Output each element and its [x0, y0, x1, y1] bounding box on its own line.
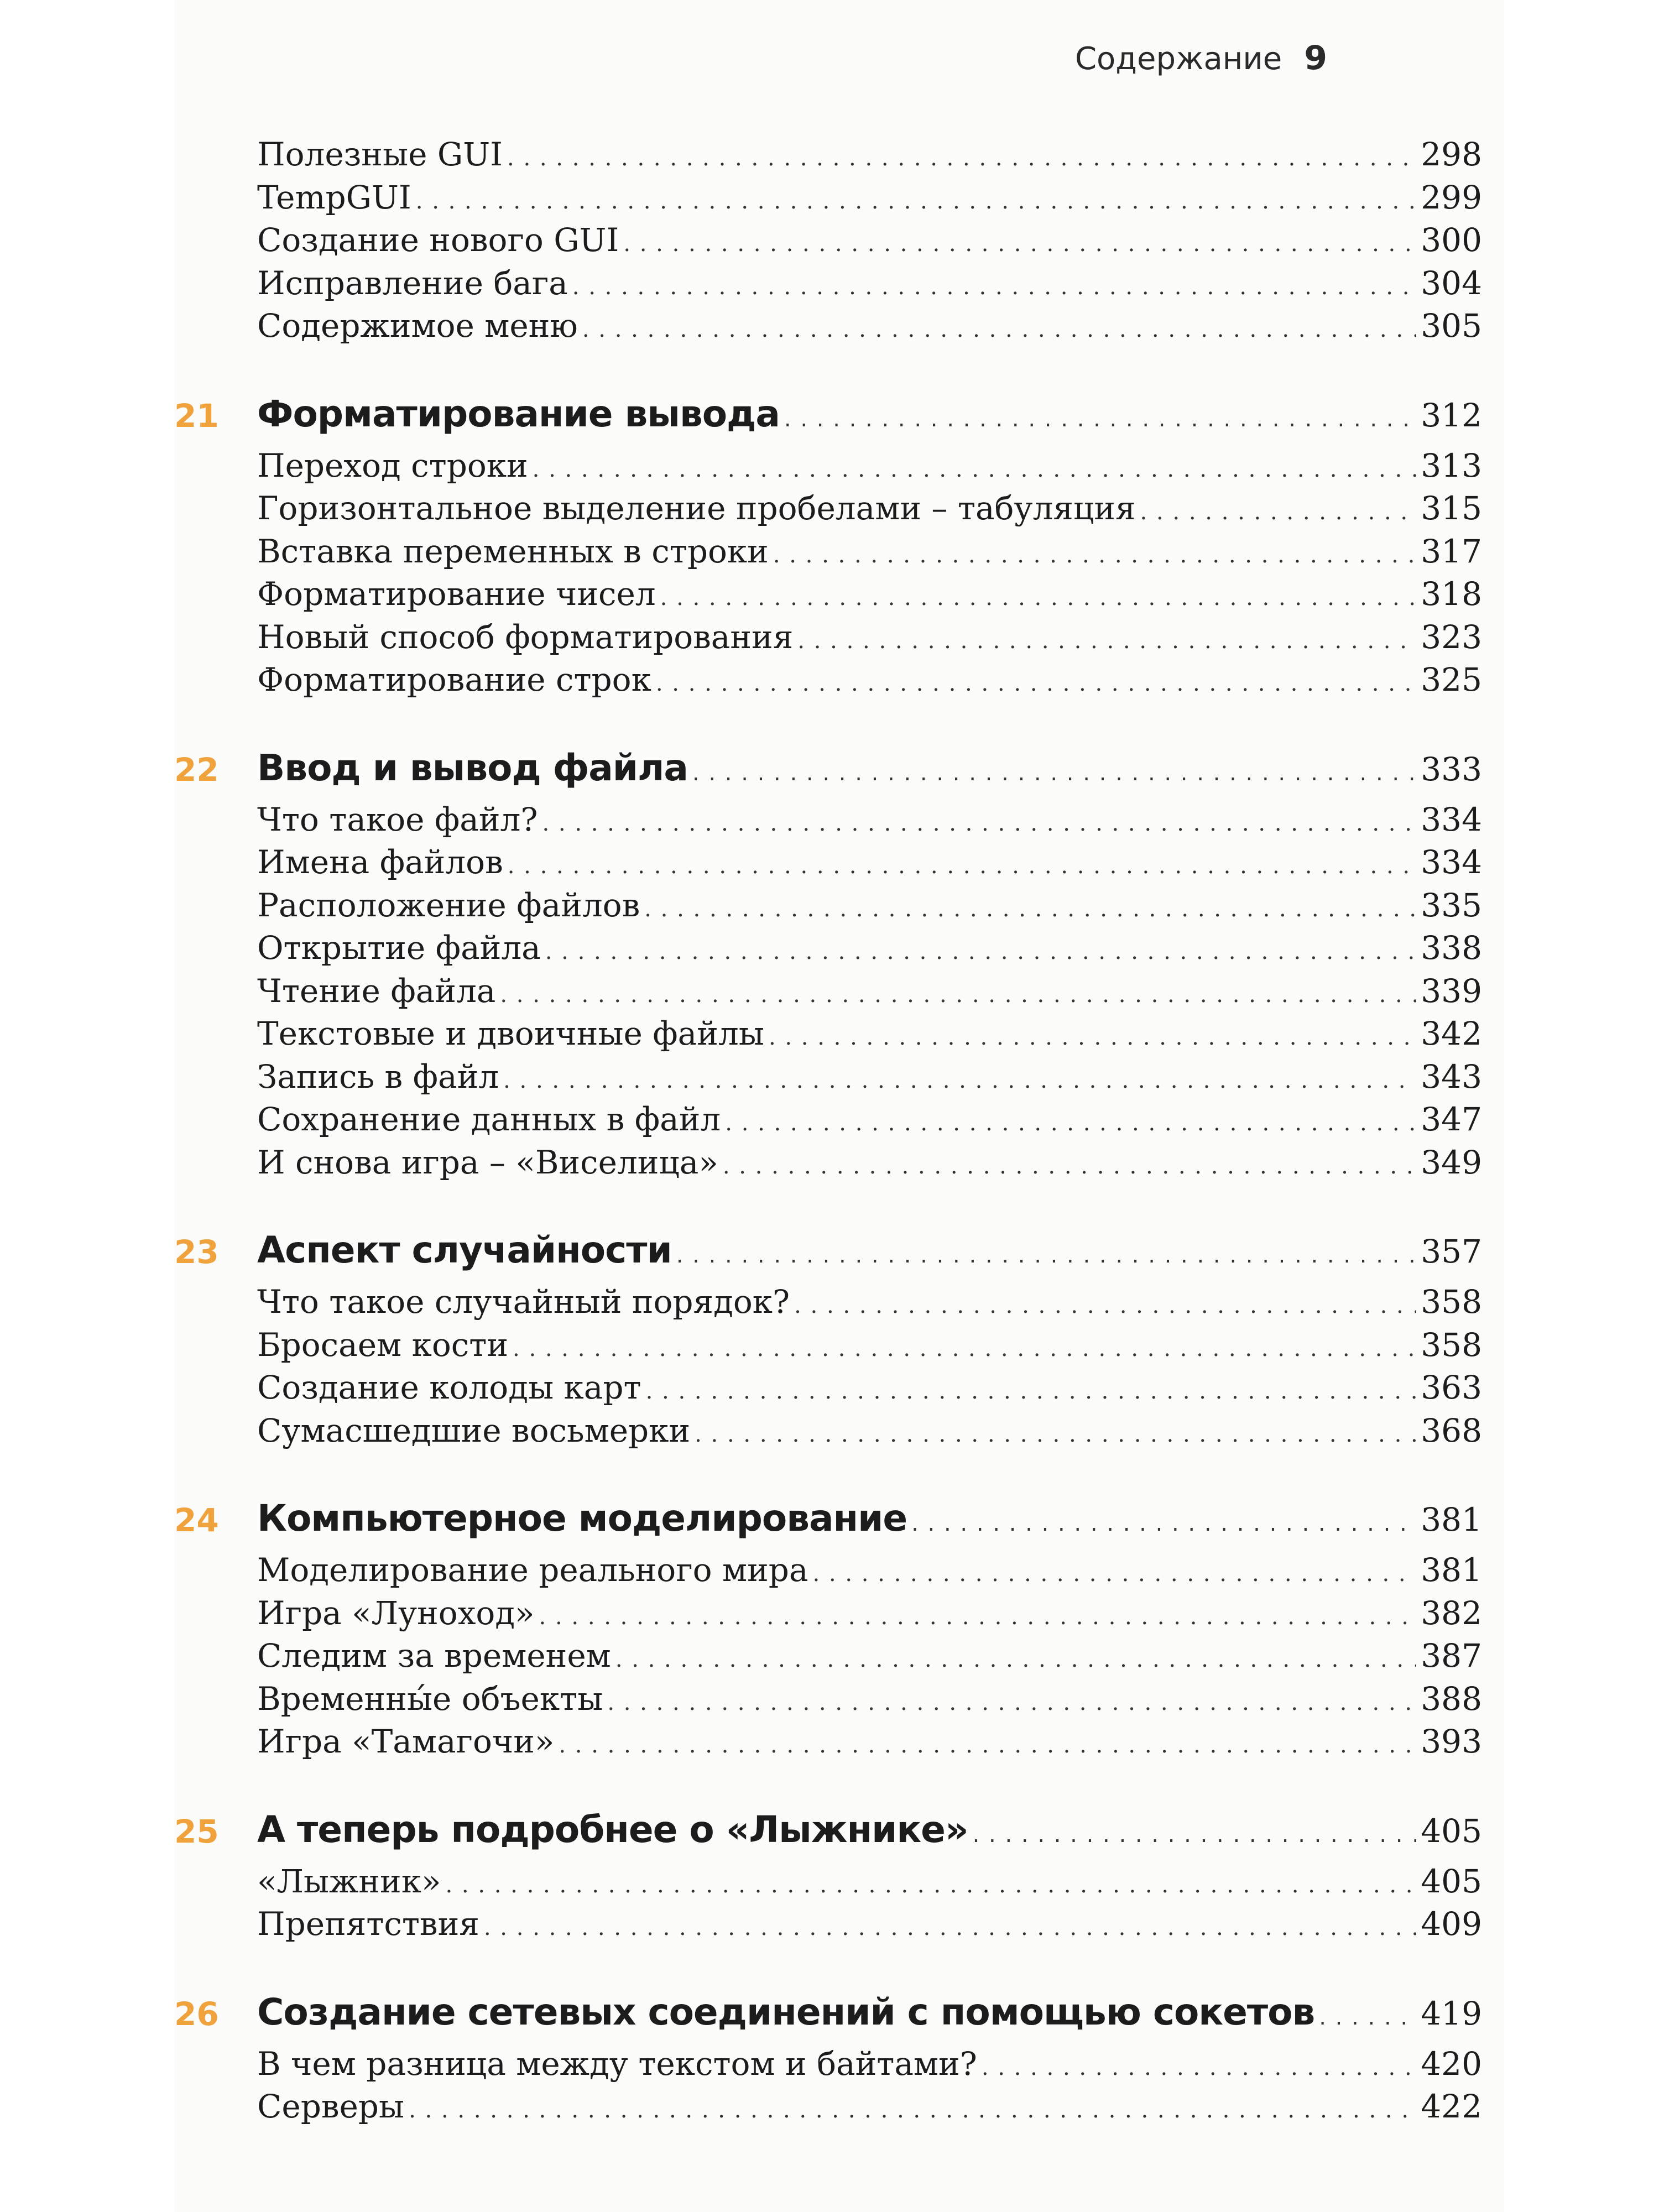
- page-ref: 368: [1421, 1411, 1482, 1449]
- chapter-entry: [257, 747, 1482, 789]
- dot-leader: [911, 1511, 1416, 1536]
- dot-leader: [513, 1336, 1416, 1361]
- dot-leader: [542, 811, 1416, 836]
- dot-leader: [607, 1690, 1416, 1715]
- page-ref: 349: [1421, 1143, 1482, 1181]
- dot-leader: [769, 1025, 1416, 1050]
- page-ref: 347: [1421, 1100, 1482, 1138]
- section-entry: [257, 1015, 1482, 1052]
- section-entry: [257, 1637, 1482, 1674]
- page-ref: 339: [1421, 972, 1482, 1010]
- chapter-entry: [257, 1991, 1482, 2033]
- section-title: Горизонтальное выделение пробелами – табуляция: [257, 489, 1136, 527]
- page-ref: 318: [1421, 575, 1482, 613]
- page-ref: 313: [1421, 446, 1482, 484]
- section-title: Игра «Луноход»: [257, 1594, 535, 1632]
- dot-leader: [507, 145, 1416, 171]
- section-entry: [257, 929, 1482, 967]
- section-title: Расположение файлов: [257, 886, 640, 924]
- chapter-entry: [257, 1497, 1482, 1540]
- section-entry: [257, 1369, 1482, 1406]
- section-title: Моделирование реального мира: [257, 1551, 808, 1589]
- dot-leader: [676, 1243, 1417, 1268]
- page-ref: 343: [1421, 1057, 1482, 1095]
- dot-leader: [773, 542, 1416, 568]
- section-title: Текстовые и двоичные файлы: [257, 1015, 764, 1052]
- section-title: «Лыжник»: [257, 1862, 441, 1900]
- section-title: И снова игра – «Виселица»: [257, 1143, 718, 1181]
- dot-leader: [582, 317, 1416, 342]
- dot-leader: [1319, 2005, 1416, 2030]
- dot-leader: [797, 628, 1416, 654]
- section-entry: [257, 1326, 1482, 1364]
- chapter-number: 25: [174, 1812, 219, 1850]
- section-entry: [257, 801, 1482, 838]
- page-ref: 381: [1421, 1501, 1482, 1538]
- section-entry: [257, 1412, 1482, 1449]
- page-ref: 312: [1421, 396, 1482, 434]
- running-head-title: Содержание: [1074, 41, 1282, 77]
- section-title: Создание колоды карт: [257, 1369, 641, 1406]
- section-title: TempGUI: [257, 178, 411, 216]
- page-ref: 298: [1421, 135, 1482, 173]
- chapter-entry: [257, 1808, 1482, 1851]
- dot-leader: [503, 1068, 1416, 1093]
- section-title: Что такое случайный порядок?: [257, 1283, 790, 1321]
- section-entry: [257, 1100, 1482, 1138]
- page-ref: 422: [1421, 2088, 1482, 2125]
- chapter-entry: [257, 393, 1482, 435]
- section-title: Сумасшедшие восьмерки: [257, 1411, 691, 1449]
- section-title: Серверы: [257, 2088, 405, 2125]
- dot-leader: [982, 2055, 1416, 2080]
- page-ref: 334: [1421, 800, 1482, 838]
- dot-leader: [416, 189, 1417, 214]
- page-ref: 342: [1421, 1015, 1482, 1052]
- dot-leader: [725, 1110, 1416, 1136]
- section-entry: [257, 1905, 1482, 1943]
- chapter-title: А теперь подробнее о «Лыжнике»: [257, 1808, 968, 1851]
- section-entry: [257, 221, 1482, 259]
- section-entry: [257, 533, 1482, 570]
- page-ref: 363: [1421, 1369, 1482, 1406]
- page-ref: 409: [1421, 1905, 1482, 1943]
- section-title: В чем разница между текстом и байтами?: [257, 2044, 977, 2083]
- dot-leader: [644, 896, 1416, 922]
- section-entry: [257, 447, 1482, 484]
- dot-leader: [615, 1647, 1417, 1672]
- page-ref: 304: [1421, 264, 1482, 302]
- page-ref: 393: [1421, 1723, 1482, 1760]
- section-title: Содержимое меню: [257, 307, 578, 345]
- section-entry: [257, 489, 1482, 527]
- dot-leader: [533, 457, 1417, 482]
- page-ref: 300: [1421, 221, 1482, 259]
- dot-leader: [409, 2098, 1416, 2123]
- dot-leader: [656, 671, 1416, 696]
- dot-leader: [646, 1379, 1417, 1404]
- chapter-title: Компьютерное моделирование: [257, 1497, 907, 1540]
- page-ref: 405: [1421, 1812, 1482, 1850]
- chapter-number: 22: [174, 750, 219, 789]
- section-title: Сохранение данных в файл: [257, 1100, 721, 1138]
- chapter-number: 23: [174, 1233, 219, 1271]
- section-title: Бросаем кости: [257, 1326, 509, 1364]
- section-title: Исправление бага: [257, 264, 568, 302]
- section-entry: [257, 886, 1482, 924]
- dot-leader: [572, 274, 1416, 300]
- page-ref: 388: [1421, 1679, 1482, 1718]
- section-title: Открытие файла: [257, 929, 541, 967]
- dot-leader: [559, 1733, 1416, 1758]
- dot-leader: [508, 853, 1417, 879]
- dot-leader: [794, 1293, 1416, 1318]
- dot-leader: [1140, 499, 1417, 525]
- page-ref: 333: [1421, 750, 1482, 788]
- section-entry: [257, 1283, 1482, 1321]
- page-ref: 325: [1421, 661, 1482, 698]
- section-title: Вставка переменных в строки: [257, 532, 769, 570]
- section-title: Переход строки: [257, 446, 528, 484]
- section-title: Форматирование чисел: [257, 575, 656, 613]
- dot-leader: [445, 1872, 1416, 1898]
- section-title: Что такое файл?: [257, 800, 538, 838]
- section-title: Новый способ форматирования: [257, 618, 794, 656]
- section-entry: [257, 1144, 1482, 1181]
- page-ref: 357: [1421, 1233, 1482, 1270]
- section-title: Временны́е объекты: [257, 1679, 603, 1718]
- dot-leader: [784, 406, 1416, 432]
- dot-leader: [539, 1604, 1417, 1630]
- page-ref: 323: [1421, 618, 1482, 656]
- chapter-title: Форматирование вывода: [257, 392, 780, 435]
- chapter-title: Аспект случайности: [257, 1229, 672, 1271]
- dot-leader: [484, 1915, 1416, 1940]
- section-title: Игра «Тамагочи»: [257, 1723, 555, 1760]
- section-entry: [257, 179, 1482, 216]
- section-entry: [257, 1723, 1482, 1760]
- page-ref: 335: [1421, 886, 1482, 924]
- section-entry: [257, 972, 1482, 1010]
- page-ref: 381: [1421, 1551, 1482, 1589]
- section-entry: [257, 618, 1482, 656]
- page-ref: 420: [1421, 2044, 1482, 2083]
- dot-leader: [623, 231, 1416, 257]
- page-ref: 405: [1421, 1862, 1482, 1900]
- chapter-number: 24: [174, 1501, 219, 1539]
- page-ref: 338: [1421, 929, 1482, 967]
- page-number: 9: [1304, 39, 1327, 77]
- page-ref: 299: [1421, 178, 1482, 216]
- dot-leader: [695, 1422, 1416, 1447]
- section-entry: [257, 135, 1482, 173]
- chapter-number: 21: [174, 397, 219, 435]
- page-ref: 317: [1421, 532, 1482, 570]
- section-title: Создание нового GUI: [257, 221, 619, 259]
- dot-leader: [545, 939, 1417, 964]
- chapter-entry: [257, 1229, 1482, 1271]
- section-entry: [257, 2045, 1482, 2083]
- section-title: Следим за временем: [257, 1637, 611, 1674]
- running-head: [1075, 39, 1327, 77]
- chapter-number: 26: [174, 1995, 219, 2033]
- page-ref: 305: [1421, 307, 1482, 345]
- section-title: Имена файлов: [257, 843, 503, 881]
- page-ref: 419: [1421, 1994, 1482, 2032]
- dot-leader: [812, 1561, 1416, 1587]
- section-entry: [257, 575, 1482, 613]
- dot-leader: [660, 585, 1417, 611]
- section-entry: [257, 2088, 1482, 2125]
- page-ref: 382: [1421, 1594, 1482, 1632]
- section-title: Форматирование строк: [257, 661, 651, 698]
- section-title: Запись в файл: [257, 1057, 499, 1095]
- section-entry: [257, 843, 1482, 881]
- section-entry: [257, 1594, 1482, 1632]
- section-title: Препятствия: [257, 1905, 479, 1943]
- chapter-title: Ввод и вывод файла: [257, 746, 688, 789]
- page-ref: 387: [1421, 1637, 1482, 1674]
- dot-leader: [692, 760, 1416, 786]
- page-ref: 334: [1421, 843, 1482, 881]
- section-entry: [257, 1058, 1482, 1095]
- dot-leader: [723, 1154, 1416, 1179]
- section-entry: [257, 1863, 1482, 1900]
- section-entry: [257, 264, 1482, 302]
- page-ref: 358: [1421, 1326, 1482, 1364]
- section-entry: [257, 1551, 1482, 1589]
- page-ref: 358: [1421, 1283, 1482, 1321]
- section-title: Чтение файла: [257, 972, 496, 1010]
- dot-leader: [500, 982, 1416, 1008]
- page-ref: 315: [1421, 489, 1482, 527]
- section-entry: [257, 661, 1482, 698]
- dot-leader: [973, 1822, 1417, 1848]
- section-entry: [257, 1680, 1482, 1718]
- chapter-title: Создание сетевых соединений с помощью сокетов: [257, 1990, 1315, 2033]
- section-title: Полезные GUI: [257, 135, 503, 173]
- section-entry: [257, 307, 1482, 345]
